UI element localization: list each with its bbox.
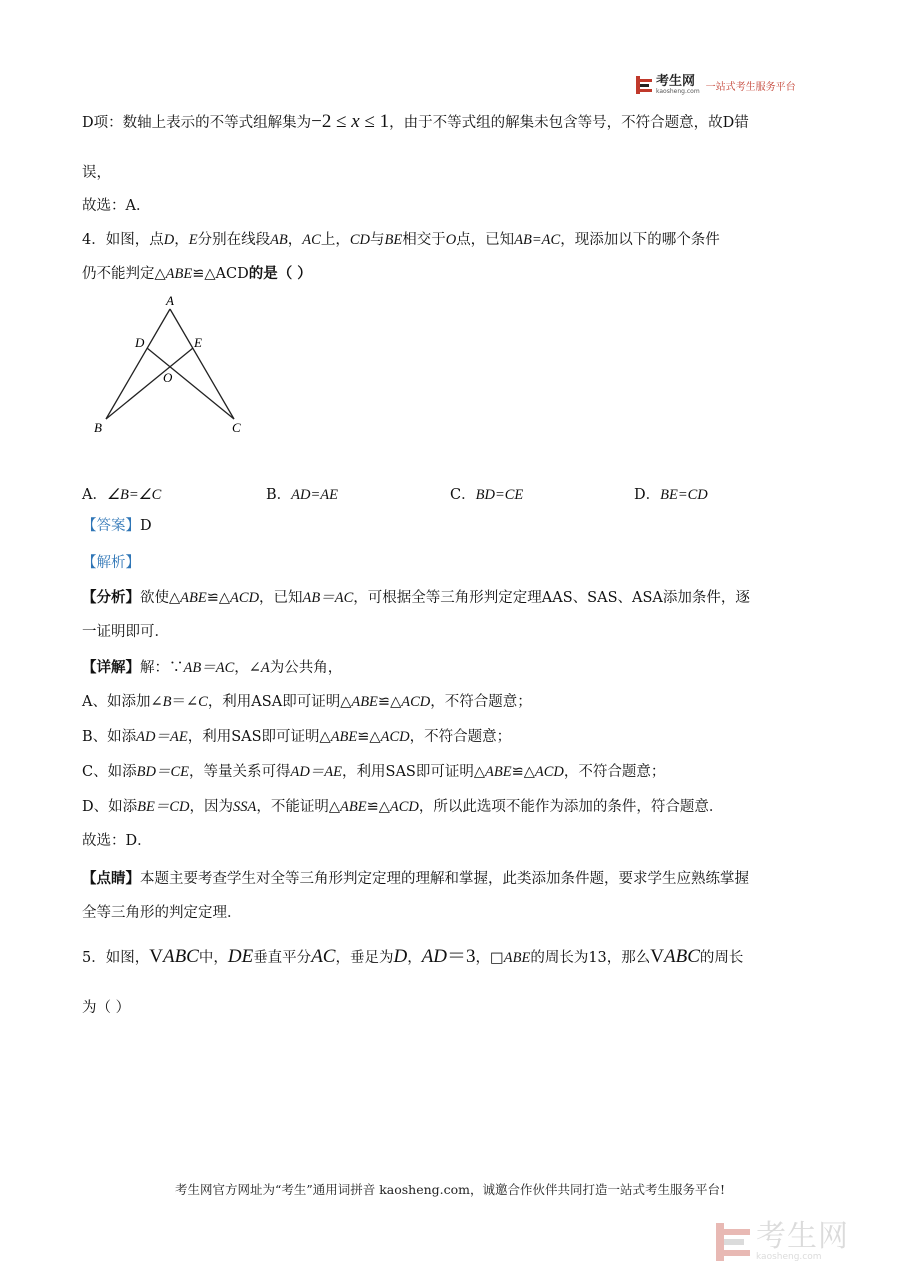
line-c bbox=[82, 762, 665, 782]
math-var: ACD bbox=[534, 764, 564, 780]
text-segment: ，已知 bbox=[259, 590, 303, 606]
segment-be bbox=[106, 348, 193, 419]
math-var: SSA bbox=[233, 799, 257, 815]
triangle-figure-svg bbox=[90, 293, 250, 443]
triangle-figure bbox=[90, 293, 250, 443]
text-segment: ，利用SAS即可证明△ bbox=[342, 764, 486, 780]
math-var: AD＝AE bbox=[136, 729, 188, 745]
math-var: ABE bbox=[330, 729, 358, 745]
xiangjie-line bbox=[82, 658, 342, 678]
line-a bbox=[82, 692, 532, 712]
logo-slogan: 一站式考生服务平台 bbox=[705, 81, 796, 93]
option-letter: D． bbox=[634, 487, 661, 503]
text-segment: 本题主要考查学生对全等三角形判定定理的理解和掌握，此类添加条件题，要求学生应熟练掌握 bbox=[140, 871, 749, 887]
text-segment: 分别在线段 bbox=[197, 232, 271, 248]
math-var: AB＝AC bbox=[183, 660, 235, 676]
watermark bbox=[716, 1219, 886, 1262]
q5-line-1 bbox=[82, 947, 743, 968]
math-var: D bbox=[163, 232, 175, 248]
math-var: ACD bbox=[380, 729, 410, 745]
math-var: DE bbox=[227, 946, 254, 967]
line-d bbox=[82, 797, 723, 817]
fenxi-line-2: 一证明即可． bbox=[82, 624, 169, 640]
text-segment: ，不能证明△ bbox=[256, 799, 341, 815]
text-segment: ，利用ASA即可证明△ bbox=[207, 694, 352, 710]
text-segment: 5．如图， bbox=[82, 950, 150, 966]
math-var: ABC bbox=[162, 946, 199, 967]
text-segment: ，由于不等式组的解集未包含等号，不符合题意，故D错 bbox=[389, 115, 749, 131]
text-segment: ，∠ bbox=[234, 660, 261, 676]
option-expr: BD=CE bbox=[475, 487, 524, 503]
text-segment: 欲使△ bbox=[140, 590, 181, 606]
text-segment: B、如添 bbox=[82, 729, 137, 745]
segment-cd bbox=[147, 348, 234, 419]
option-d[interactable] bbox=[634, 483, 708, 504]
logo-domain: kaosheng.com bbox=[656, 87, 700, 95]
q4-line-2 bbox=[82, 264, 312, 284]
text-segment: ， bbox=[174, 232, 189, 248]
math-var: D bbox=[393, 946, 408, 967]
option-b[interactable] bbox=[266, 483, 338, 504]
text-segment: ， bbox=[287, 232, 303, 248]
label-a: A bbox=[166, 293, 174, 308]
text-segment: ， bbox=[475, 950, 491, 966]
math-var: C bbox=[198, 694, 208, 710]
text-segment: ，不符合题意； bbox=[430, 694, 532, 710]
math-segment: −2 bbox=[311, 111, 332, 132]
logo-text bbox=[656, 73, 700, 95]
math-var: ABE bbox=[340, 799, 367, 815]
choose-curr: 故选：D． bbox=[82, 833, 152, 849]
math-segment: ≤ bbox=[359, 111, 380, 132]
math-var: AB＝AC bbox=[302, 590, 354, 606]
label-c: C bbox=[232, 420, 241, 435]
segment-ab bbox=[106, 309, 170, 419]
header-logo[interactable] bbox=[636, 72, 816, 98]
text-segment: A、如添加∠ bbox=[82, 694, 163, 710]
math-var: BE＝CD bbox=[137, 799, 190, 815]
text-segment: 仍不能判定△ bbox=[82, 266, 166, 282]
text-segment: ，等量关系可得 bbox=[188, 764, 291, 780]
label-b: B bbox=[94, 420, 102, 435]
logo-brand: 考生网 bbox=[656, 73, 696, 89]
math-var: E bbox=[188, 232, 198, 248]
text-segment: C、如添 bbox=[82, 764, 137, 780]
text-segment: ，所以此选项不能作为添加的条件，符合题意． bbox=[418, 799, 724, 815]
q5-line-2: 为（ ） bbox=[82, 1000, 131, 1016]
math-var: AC bbox=[311, 946, 336, 967]
watermark-icon bbox=[716, 1223, 750, 1261]
dianjing-line-2: 全等三角形的判定定理． bbox=[82, 905, 242, 921]
option-expr: AD=AE bbox=[291, 487, 338, 503]
text-segment: 的是（ ） bbox=[248, 265, 312, 282]
text-segment: ≌△ bbox=[366, 799, 390, 815]
math-var: ACD bbox=[389, 799, 419, 815]
math-var: ACD bbox=[230, 590, 260, 606]
answer-value: D bbox=[140, 518, 152, 534]
text-segment: ， bbox=[407, 950, 422, 966]
option-expr: BE=CD bbox=[660, 487, 708, 503]
math-var: BE bbox=[384, 232, 403, 248]
watermark-domain: kaosheng.com bbox=[756, 1252, 822, 1262]
watermark-text bbox=[756, 1219, 849, 1262]
text-segment: 上， bbox=[320, 232, 350, 248]
math-var: ACD bbox=[401, 694, 431, 710]
math-segment: V bbox=[650, 946, 665, 967]
text-segment: ，可根据全等三角形判定定理AAS、SAS、ASA添加条件，逐 bbox=[353, 590, 750, 606]
d-item-line-2: 误， bbox=[82, 165, 111, 181]
label-d: D bbox=[135, 335, 145, 350]
answer-tag: 【答案】 bbox=[82, 518, 140, 534]
fenxi-tag: 【分析】 bbox=[82, 589, 140, 606]
math-var: ABE bbox=[165, 266, 193, 282]
math-segment: ＝3 bbox=[447, 946, 476, 967]
option-c[interactable] bbox=[450, 483, 523, 504]
text-segment: ＝∠ bbox=[171, 694, 199, 710]
math-var: B bbox=[162, 694, 172, 710]
text-segment: 4．如图，点 bbox=[82, 232, 164, 248]
text-segment: ≌△ bbox=[377, 694, 402, 710]
text-segment: ，垂足为 bbox=[335, 950, 394, 966]
math-var: CD bbox=[349, 232, 370, 248]
math-var: BD＝CE bbox=[136, 764, 189, 780]
math-var: AC bbox=[302, 232, 321, 248]
text-segment: 垂直平分 bbox=[253, 950, 312, 966]
math-var: ABE bbox=[485, 764, 512, 780]
option-letter: B． bbox=[266, 487, 292, 503]
math-var: ABE bbox=[503, 950, 531, 966]
text-segment: ≌△ACD bbox=[192, 266, 249, 282]
fenxi-line-1 bbox=[82, 588, 750, 608]
label-o: O bbox=[163, 370, 173, 385]
logo-icon bbox=[636, 76, 652, 94]
text-segment: ≌△ bbox=[511, 764, 535, 780]
dianjing-line-1 bbox=[82, 869, 749, 889]
choose-prev: 故选：A． bbox=[82, 198, 151, 214]
text-segment: 的周长为13，那么 bbox=[530, 950, 651, 966]
math-var: ABE bbox=[351, 694, 378, 710]
d-item-line-1 bbox=[82, 112, 749, 133]
text-segment: 中， bbox=[198, 950, 228, 966]
text-segment: ，不符合题意； bbox=[563, 764, 666, 780]
text-segment: 的周长 bbox=[699, 950, 744, 966]
text-segment: 为公共角， bbox=[269, 660, 343, 676]
math-var: O bbox=[445, 232, 457, 248]
option-a[interactable] bbox=[82, 483, 161, 504]
text-segment: ，不符合题意； bbox=[409, 729, 512, 745]
math-var: A bbox=[260, 660, 270, 676]
footer-text: 考生网官方网址为“考生”通用词拼音 kaosheng.com，诚邀合作伙伴共同打造一站式考生服务平台! bbox=[174, 1182, 726, 1197]
label-e: E bbox=[194, 335, 202, 350]
text-segment: ≌△ bbox=[357, 729, 381, 745]
option-letter: C． bbox=[450, 487, 476, 503]
segment-ac bbox=[170, 309, 234, 419]
math-var: ABE bbox=[180, 590, 207, 606]
math-segment: V bbox=[149, 946, 163, 967]
xiangjie-tag: 【详解】 bbox=[82, 659, 140, 676]
q4-options bbox=[82, 483, 802, 503]
text-segment: □ bbox=[490, 950, 504, 966]
math-segment: 1 bbox=[379, 111, 390, 132]
math-var: AB=AC bbox=[514, 232, 561, 248]
math-var: ABC bbox=[664, 946, 700, 967]
math-var: AB bbox=[270, 232, 288, 248]
math-var: AD＝AE bbox=[290, 764, 343, 780]
text-segment: ，现添加以下的哪个条件 bbox=[560, 232, 720, 248]
analysis-line bbox=[82, 553, 140, 573]
math-segment: ≤ bbox=[331, 111, 352, 132]
text-segment: 解：∵ bbox=[140, 660, 184, 676]
text-segment: 与 bbox=[369, 232, 385, 248]
text-segment: ，利用SAS即可证明△ bbox=[187, 729, 331, 745]
analysis-tag: 【解析】 bbox=[82, 555, 140, 571]
math-var: AD bbox=[421, 946, 448, 967]
text-segment: ≌△ bbox=[206, 590, 231, 606]
option-expr: ∠B=∠C bbox=[106, 487, 162, 503]
watermark-brand: 考生网 bbox=[756, 1219, 849, 1254]
text-segment: ，因为 bbox=[189, 799, 233, 815]
text-segment: D、如添 bbox=[82, 799, 138, 815]
answer-line bbox=[82, 516, 152, 536]
text-segment: 点，已知 bbox=[456, 232, 515, 248]
q4-line-1 bbox=[82, 230, 720, 250]
text-segment: 相交于 bbox=[402, 232, 446, 248]
dianjing-tag: 【点睛】 bbox=[82, 870, 140, 887]
option-letter: A． bbox=[82, 487, 107, 503]
math-var: x bbox=[351, 111, 360, 132]
line-b bbox=[82, 727, 511, 747]
text-segment: D项：数轴上表示的不等式组解集为 bbox=[82, 115, 312, 131]
